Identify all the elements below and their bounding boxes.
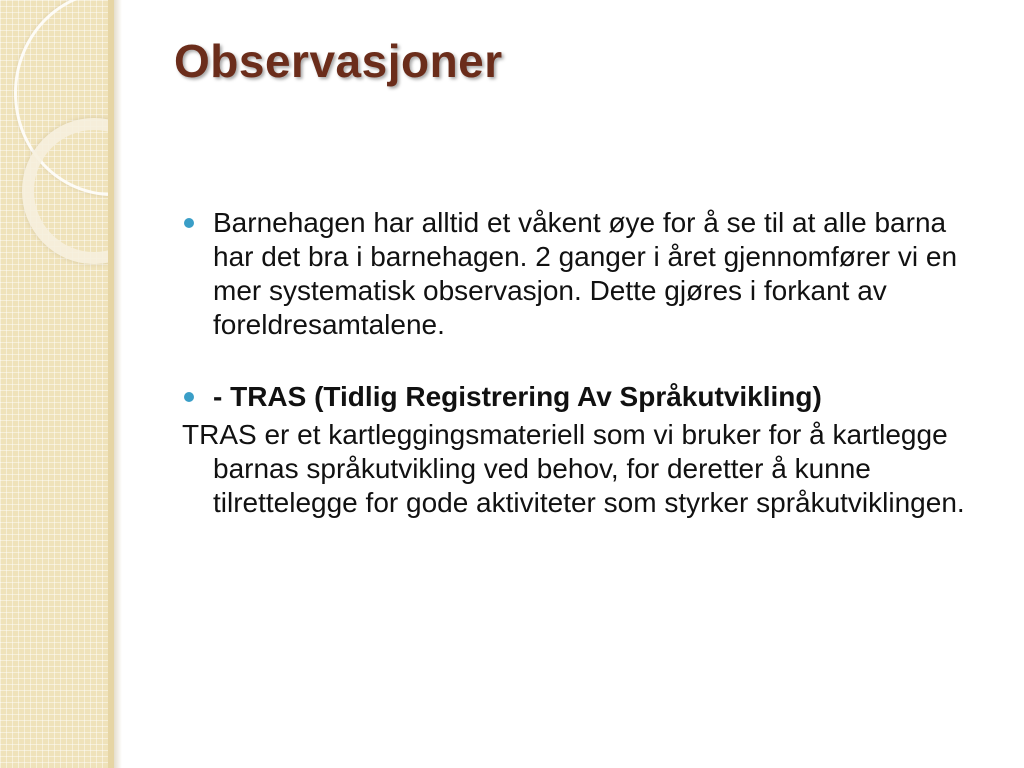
bullet-item-tras [182, 380, 982, 414]
bullet-dot-icon [184, 218, 194, 228]
side-panel-shadow [114, 0, 122, 768]
tras-description: TRAS er et kartleggingsmateriell som vi bruker for å kartlegge barnas språkutvikling ved behov, for deretter å kunne tilrettelegge for gode aktiviteter som styrker språkutviklingen. [182, 419, 965, 518]
bullet-text: - TRAS (Tidlig Registrering Av Språkutvikling) [213, 381, 822, 412]
bullet-dot-icon [184, 392, 194, 402]
bullet-item-observation [182, 206, 982, 342]
slide-title: Observasjoner [174, 35, 503, 87]
bullet-text: Barnehagen har alltid et våkent øye for å se til at alle barna har det bra i barnehagen. 2 ganger i året gjennomfører vi en mer systematisk observasjon. Dette gjøres i forkant av foreldresamtalene. [213, 207, 958, 340]
slide-content [182, 206, 982, 520]
decorative-side-panel [0, 0, 114, 768]
